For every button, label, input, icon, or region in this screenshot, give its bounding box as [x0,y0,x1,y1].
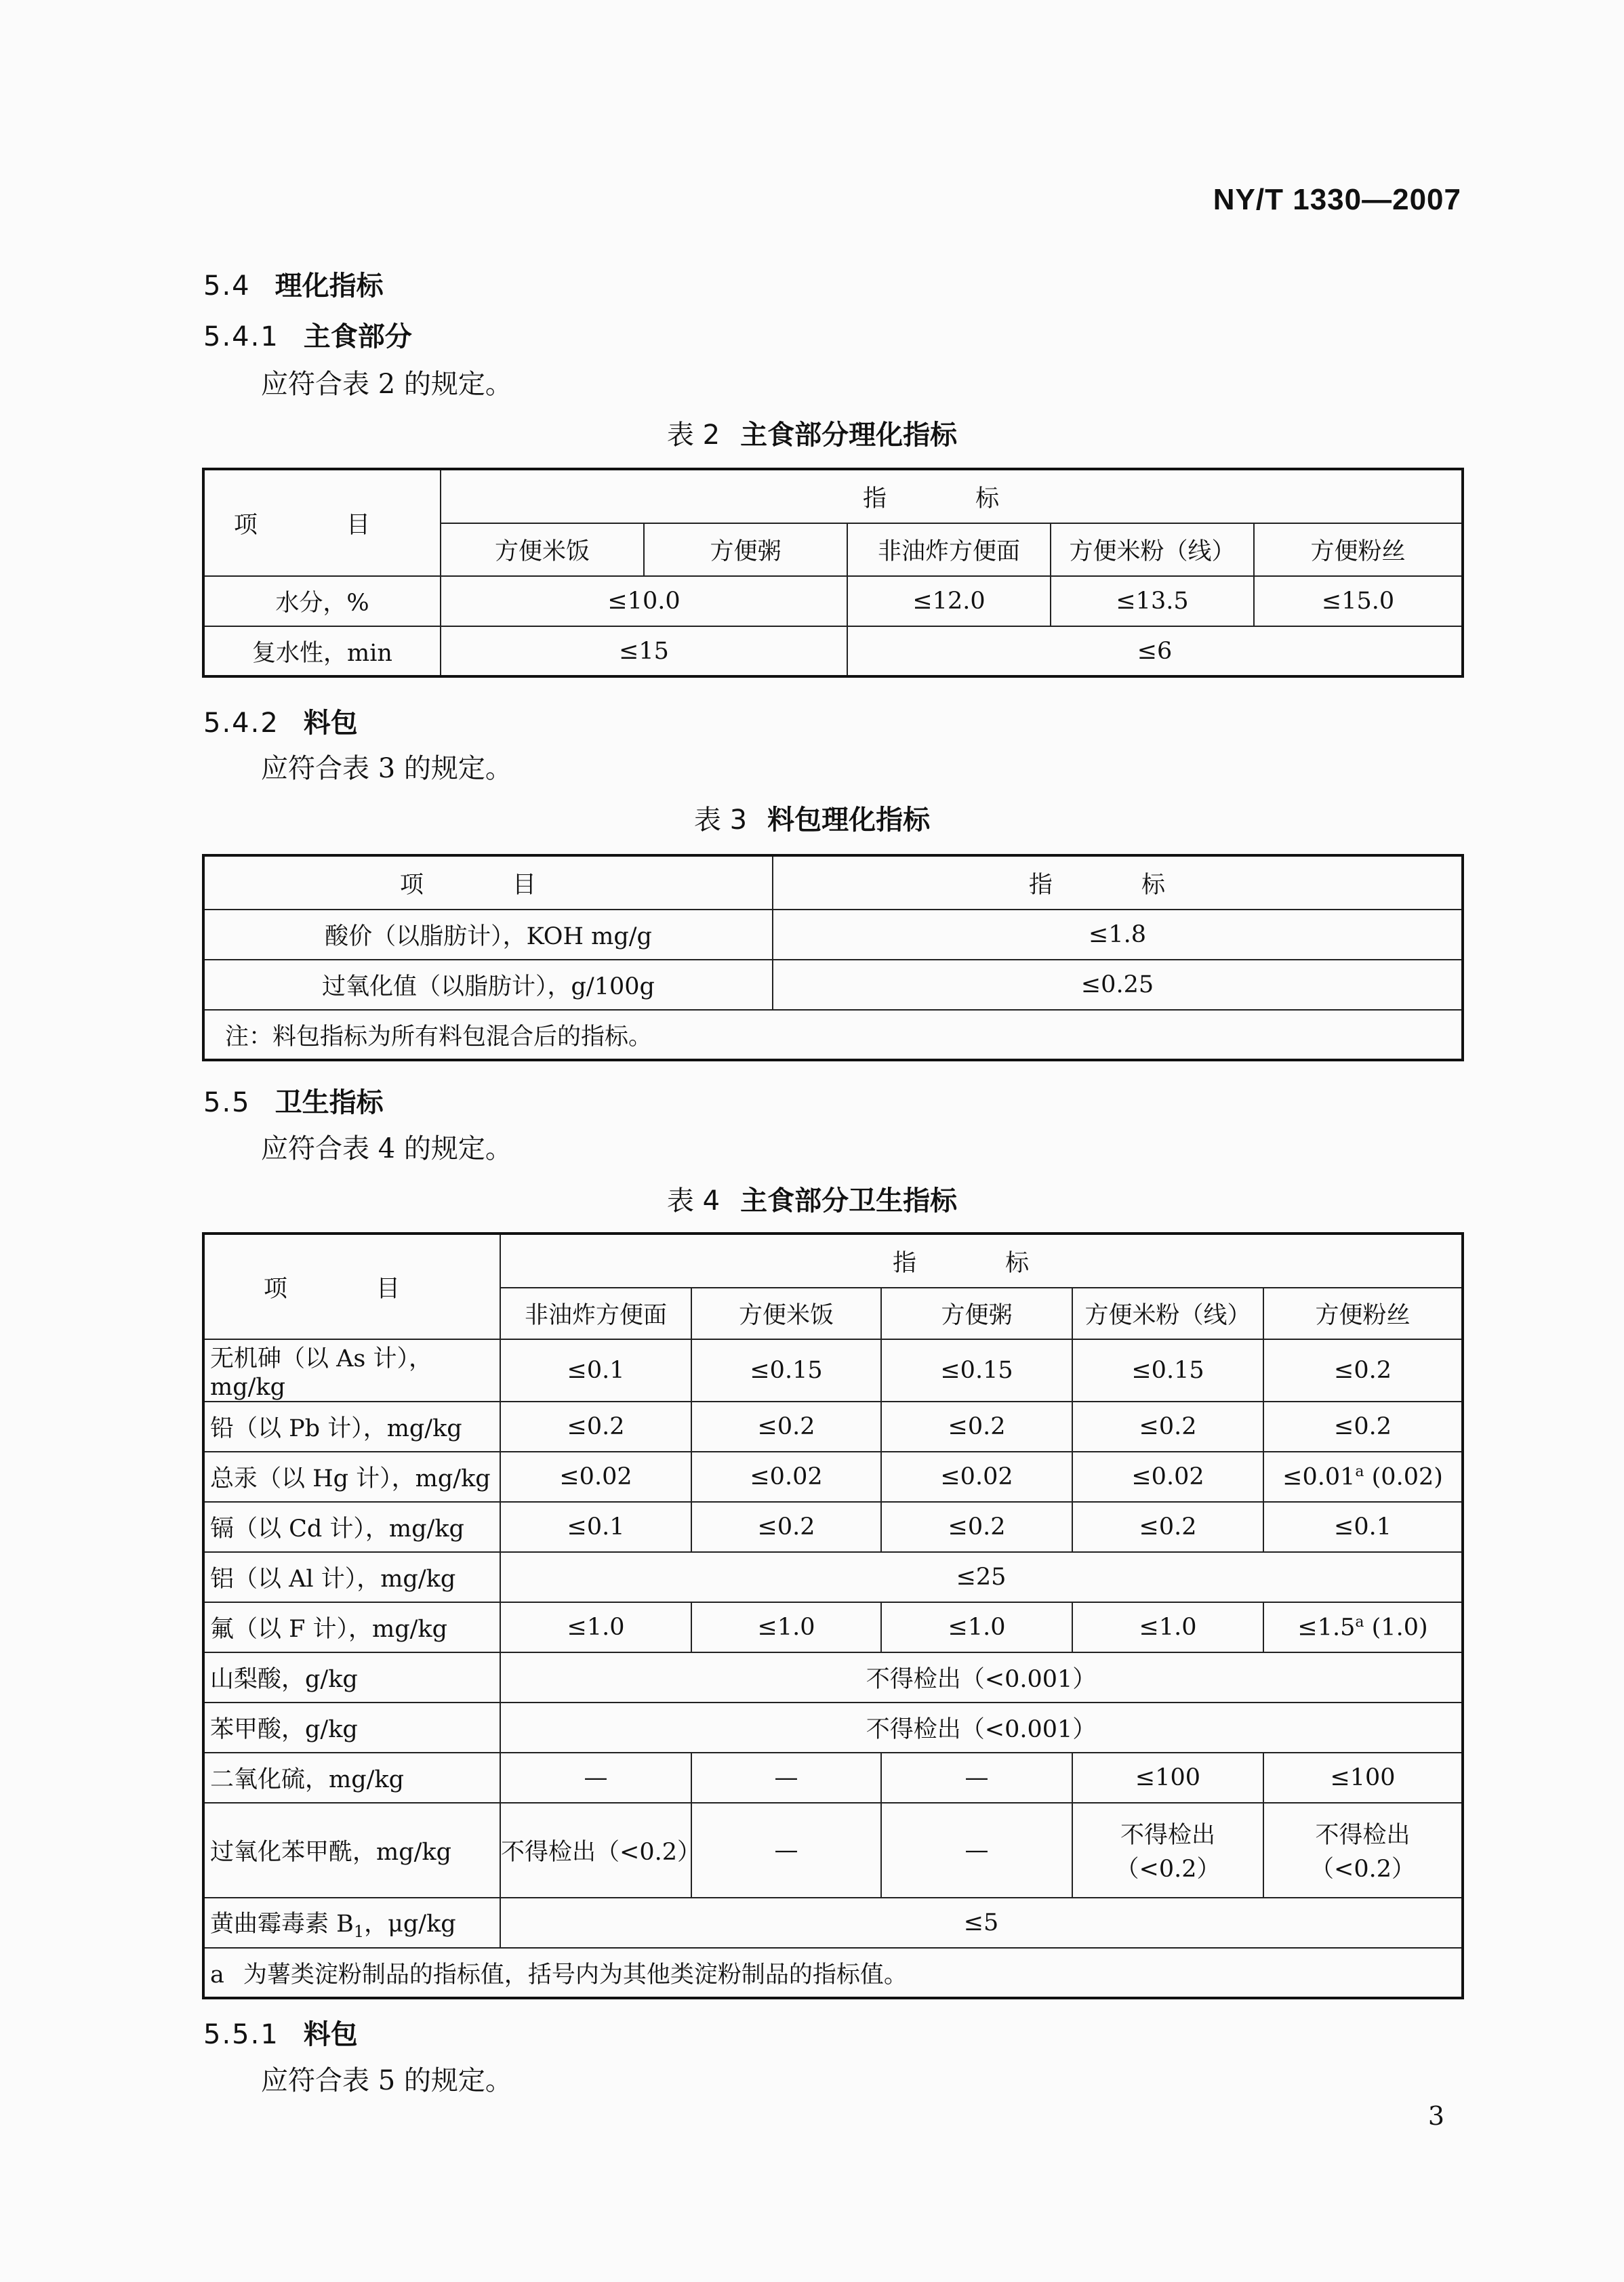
caption-title: 料包理化指标 [767,804,931,836]
row-label: 铝（以 Al 计），mg/kg [203,1552,500,1602]
heading-number: 5.4.2 [203,708,279,739]
cell-value: ≤100 [1072,1753,1263,1803]
column-header: 方便米粉（线） [1072,1288,1263,1339]
table-row [203,1753,1463,1803]
table-row [203,960,1463,1010]
row-label: 氟（以 F 计），mg/kg [203,1602,500,1652]
index-header: 指 标 [441,469,1463,523]
table-row [203,626,1463,676]
paragraph-5-4-1: 应符合表 2 的规定。 [261,369,512,400]
table-row [203,1502,1463,1552]
cell-value: ≤0.2 [881,1502,1072,1552]
row-label: 无机砷（以 As 计），mg/kg [203,1339,500,1402]
cell-value: ≤0.1 [500,1502,691,1552]
cell-value: 不得检出（<0.001） [500,1652,1463,1703]
heading-5-5-1 [203,2013,358,2052]
cell-value: ≤0.25 [773,960,1463,1010]
row-label: 山梨酸，g/kg [203,1652,500,1703]
cell-value: ≤0.15 [881,1339,1072,1402]
cell-value: ≤0.01$^a$ (0.02) [1263,1452,1463,1502]
column-header: 方便粉丝 [1263,1288,1463,1339]
cell-value: ≤1.0 [1072,1602,1263,1652]
cell-value: ≤0.1 [1263,1502,1463,1552]
heading-title: 卫生指标 [275,1087,384,1118]
cell-value: ≤0.2 [500,1402,691,1452]
table-note: 注：料包指标为所有料包混合后的指标。 [203,1010,1463,1060]
cell-value: ≤0.1 [500,1339,691,1402]
table-2 [202,468,1464,678]
cell-value: ≤10.0 [441,576,847,626]
row-label: 过氧化苯甲酰，mg/kg [203,1803,500,1898]
heading-5-4-2 [203,701,358,740]
cell-value: ≤15 [441,626,847,676]
cell-value: ≤0.2 [881,1402,1072,1452]
paragraph-5-5: 应符合表 4 的规定。 [261,1133,512,1164]
heading-number: 5.5 [203,1087,251,1118]
index-header: 指 标 [773,855,1463,910]
cell-value: ≤0.2 [691,1402,881,1452]
cell-value: ≤100 [1263,1753,1463,1803]
caption-title: 主食部分理化指标 [740,420,958,451]
cell-value: ≤1.0 [881,1602,1072,1652]
table-row [203,1452,1463,1502]
cell-value: 不得检出（<0.2） [500,1803,691,1898]
row-label: 铅（以 Pb 计），mg/kg [203,1402,500,1452]
caption-number: 表 2 [666,420,720,451]
paragraph-5-4-2: 应符合表 3 的规定。 [261,753,512,784]
cell-value: ≤1.0 [500,1602,691,1652]
heading-number: 5.5.1 [203,2019,279,2050]
table2-caption [0,413,1624,452]
heading-number: 5.4.1 [203,321,279,352]
cell-value: — [691,1803,881,1898]
heading-title: 料包 [303,708,358,739]
heading-title: 理化指标 [275,270,384,302]
heading-title: 料包 [303,2019,358,2050]
cell-value: 不得检出 （<0.2） [1072,1803,1263,1898]
cell-value: ≤15.0 [1254,576,1463,626]
cell-value: ≤0.15 [1072,1339,1263,1402]
item-header: 项 目 [203,855,773,910]
cell-value: ≤1.5$^a$ (1.0) [1263,1602,1463,1652]
index-header: 指 标 [500,1234,1463,1288]
cell-value: — [881,1803,1072,1898]
column-header: 方便米粉（线） [1051,523,1254,576]
cell-value: — [691,1753,881,1803]
row-label: 苯甲酸，g/kg [203,1703,500,1753]
caption-number: 表 4 [666,1185,720,1217]
cell-value: ≤0.2 [1263,1339,1463,1402]
item-header: 项 目 [203,1234,500,1339]
column-header: 方便粥 [881,1288,1072,1339]
column-header: 非油炸方便面 [847,523,1051,576]
table4-caption [0,1179,1624,1218]
cell-value: ≤1.0 [691,1602,881,1652]
cell-value: ≤0.15 [691,1339,881,1402]
column-header: 方便米饭 [691,1288,881,1339]
cell-value: ≤0.02 [500,1452,691,1502]
table-row [203,1703,1463,1753]
table-3 [202,854,1464,1061]
heading-5-4 [203,264,384,303]
page-number: 3 [1427,2101,1444,2131]
table-row [203,1602,1463,1652]
caption-title: 主食部分卫生指标 [740,1185,958,1217]
row-label: 总汞（以 Hg 计），mg/kg [203,1452,500,1502]
cell-value: ≤25 [500,1552,1463,1602]
cell-value: ≤12.0 [847,576,1051,626]
table-row [203,1402,1463,1452]
table-4 [202,1232,1464,1999]
row-label: 过氧化值（以脂肪计），g/100g [203,960,773,1010]
footnote-mark: a [1355,1463,1364,1480]
cell-value: ≤0.2 [1072,1402,1263,1452]
table-row [203,1552,1463,1602]
cell-value: ≤0.2 [691,1502,881,1552]
caption-number: 表 3 [693,804,748,836]
cell-value: ≤0.2 [1072,1502,1263,1552]
cell-value: ≤6 [847,626,1463,676]
table-row [203,1339,1463,1402]
column-header: 方便粉丝 [1254,523,1463,576]
heading-number: 5.4 [203,270,251,302]
table3-caption [0,798,1624,837]
row-label: 二氧化硫，mg/kg [203,1753,500,1803]
table-row [203,576,1463,626]
table-row [203,1898,1463,1948]
cell-value: 不得检出（<0.001） [500,1703,1463,1753]
cell-value: ≤0.2 [1263,1402,1463,1452]
column-header: 方便米饭 [441,523,644,576]
column-header: 方便粥 [644,523,847,576]
cell-value: ≤0.02 [881,1452,1072,1502]
column-header: 非油炸方便面 [500,1288,691,1339]
cell-value: — [881,1753,1072,1803]
row-label: 酸价（以脂肪计），KOH mg/g [203,910,773,960]
row-label: 复水性，min [203,626,441,676]
table-note: a 为薯类淀粉制品的指标值，括号内为其他类淀粉制品的指标值。 [203,1948,1463,1998]
heading-title: 主食部分 [303,321,412,352]
row-label: 黄曲霉毒素 $B_1$，μg/kg [203,1898,500,1948]
cell-value: 不得检出 （<0.2） [1263,1803,1463,1898]
cell-value: ≤5 [500,1898,1463,1948]
cell-value: — [500,1753,691,1803]
table-row [203,1803,1463,1898]
row-label: 镉（以 Cd 计），mg/kg [203,1502,500,1552]
cell-value: ≤1.8 [773,910,1463,960]
cell-value: ≤0.02 [691,1452,881,1502]
cell-value: ≤13.5 [1051,576,1254,626]
heading-5-4-1 [203,315,412,354]
footnote-mark: a [210,1961,224,1989]
row-label: 水分，% [203,576,441,626]
footnote-mark: a [1355,1613,1364,1631]
standard-number: NY/T 1330—2007 [1213,183,1461,216]
table-row [203,1652,1463,1703]
paragraph-5-5-1: 应符合表 5 的规定。 [261,2065,512,2096]
cell-value: ≤0.02 [1072,1452,1263,1502]
item-header: 项 目 [203,469,441,576]
heading-5-5 [203,1081,384,1120]
table-row [203,910,1463,960]
